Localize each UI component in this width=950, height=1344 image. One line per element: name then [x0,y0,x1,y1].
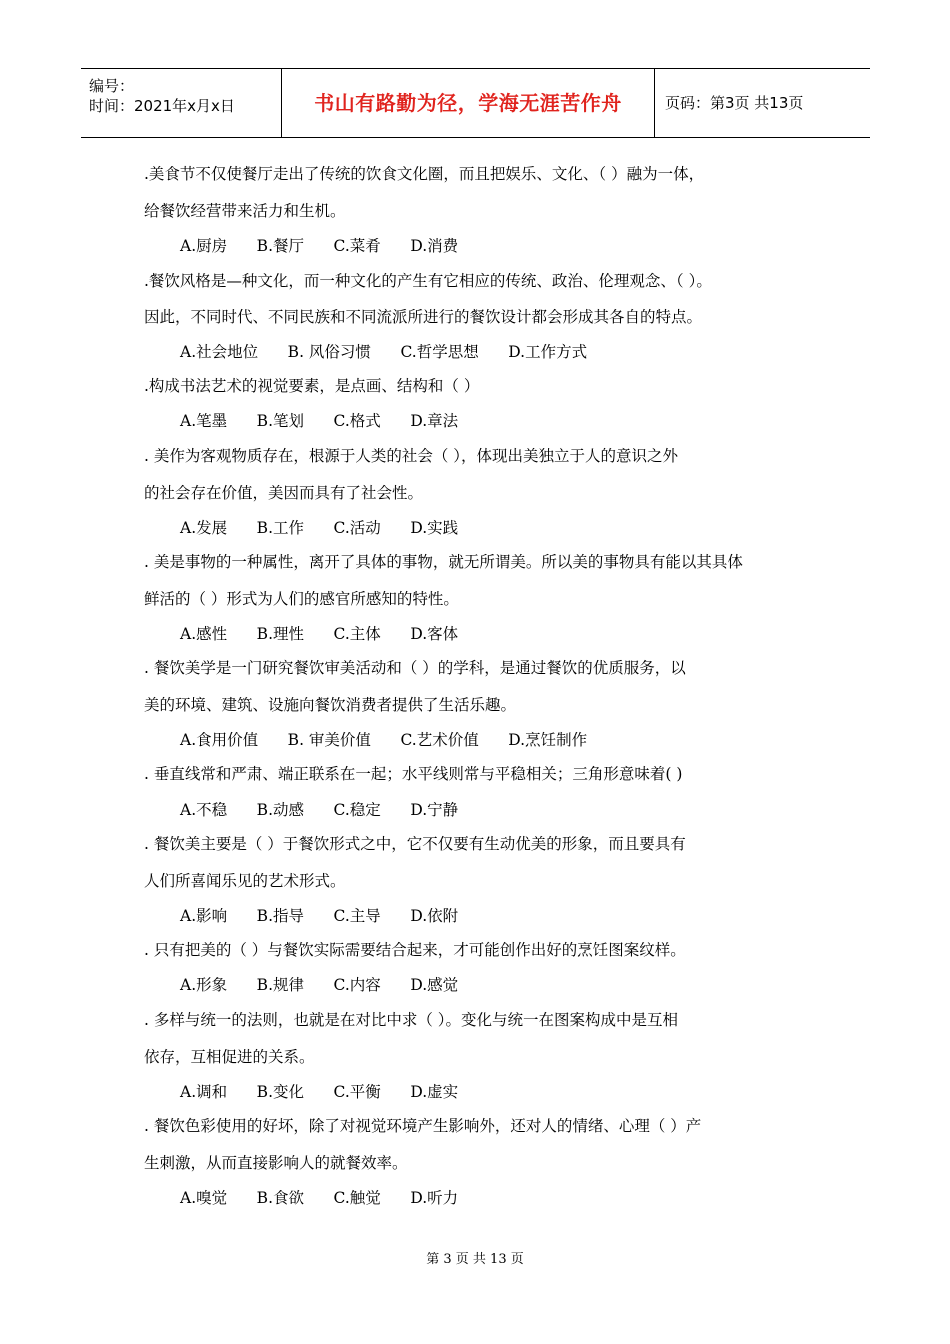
document-header [81,68,870,138]
question-text: 因此，不同时代、不同民族和不同流派所进行的餐饮设计都会形成其各自的特点。 [144,308,703,326]
question-text: . 餐饮色彩使用的好坏，除了对视觉环境产生影响外，还对人的情绪、心理（ ）产 [144,1117,702,1135]
question-options: A.社会地位 B. 风俗习惯 C.哲学思想 D.工作方式 [180,343,588,361]
question-text: . 多样与统一的法则，也就是在对比中求（ ）。变化与统一在图案构成中是互相 [144,1011,679,1029]
header-meta [81,69,281,137]
page-footer: 第 3 页 共 13 页 [426,1252,524,1267]
question-options: A.嗅觉 B.食欲 C.触觉 D.听力 [180,1189,459,1207]
header-divider [654,69,655,137]
question-text: . 只有把美的（ ）与餐饮实际需要结合起来，才可能创作出好的烹饪图案纹样。 [144,941,686,959]
question-text: 给餐饮经营带来活力和生机。 [144,202,346,220]
question-text: .构成书法艺术的视觉要素，是点画、结构和（ ） [144,377,480,395]
question-text: 人们所喜闻乐见的艺术形式。 [144,872,346,890]
question-options: A.发展 B.工作 C.活动 D.实践 [180,519,459,537]
question-text: . 餐饮美主要是（ ）于餐饮形式之中，它不仅要有生动优美的形象，而且要具有 [144,835,686,853]
question-text: 生刺激，从而直接影响人的就餐效率。 [144,1154,408,1172]
question-text: 依存，互相促进的关系。 [144,1048,315,1066]
question-text: . 餐饮美学是一门研究餐饮审美活动和（ ）的学科，是通过餐饮的优质服务，以 [144,659,686,677]
question-options: A.形象 B.规律 C.内容 D.感觉 [180,976,459,994]
header-page-label: 页码：第3页 共13页 [665,94,804,112]
question-options: A.感性 B.理性 C.主体 D.客体 [180,625,459,643]
question-text: . 垂直线常和严肃、端正联系在一起；水平线则常与平稳相关；三角形意味着( ) [144,765,683,783]
question-options: A.食用价值 B. 审美价值 C.艺术价值 D.烹饪制作 [180,731,588,749]
question-options: A.影响 B.指导 C.主导 D.依附 [180,907,459,925]
question-options: A.调和 B.变化 C.平衡 D.虚实 [180,1083,459,1101]
question-options: A.笔墨 B.笔划 C.格式 D.章法 [180,412,459,430]
question-text: 美的环境、建筑、设施向餐饮消费者提供了生活乐趣。 [144,696,517,714]
question-options: A.不稳 B.动感 C.稳定 D.宁静 [180,801,459,819]
question-text: 的社会存在价值，美因而具有了社会性。 [144,484,424,502]
header-time-label: 时间：2021年x月x日 [89,97,235,115]
question-text: .餐饮风格是—种文化，而一种文化的产生有它相应的传统、政治、伦理观念、（ ）。 [144,272,712,290]
question-text: 鲜活的（ ）形式为人们的感官所感知的特性。 [144,590,459,608]
header-motto: 书山有路勤为径，学海无涯苦作舟 [314,91,622,115]
question-text: . 美是事物的一种属性，离开了具体的事物，就无所谓美。所以美的事物具有能以其具体 [144,553,743,571]
question-text: . 美作为客观物质存在，根源于人类的社会（ ），体现出美独立于人的意识之外 [144,447,679,465]
header-number-label: 编号： [89,77,135,95]
question-text: .美食节不仅使餐厅走出了传统的饮食文化圈，而且把娱乐、文化、（ ）融为一体， [144,165,705,183]
question-options: A.厨房 B.餐厅 C.菜肴 D.消费 [180,237,459,255]
